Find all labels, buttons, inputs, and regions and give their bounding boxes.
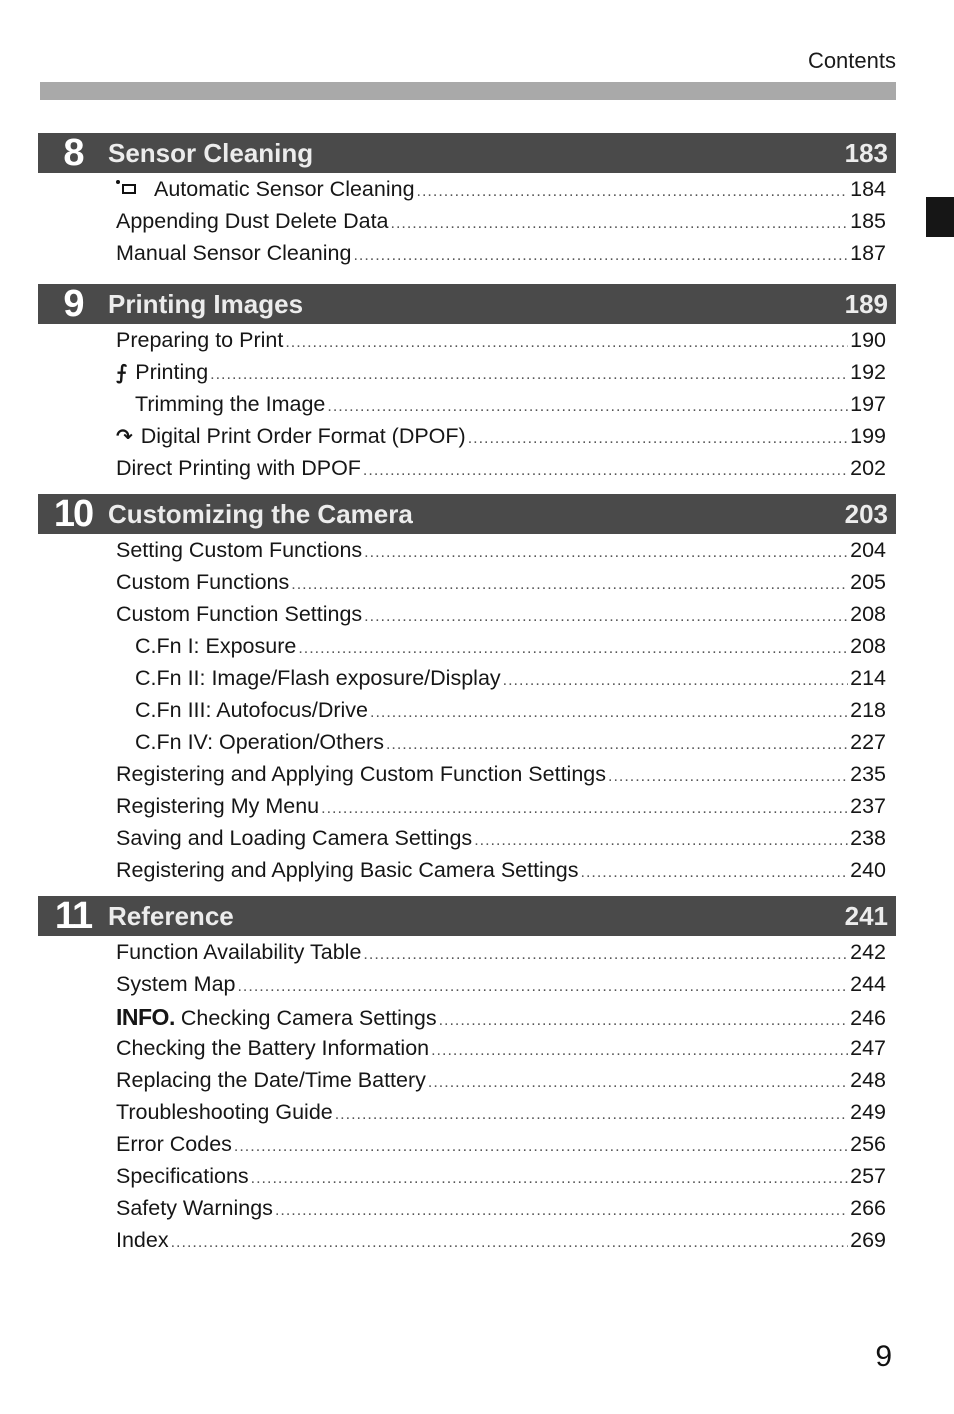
chapter-title: Sensor Cleaning [108, 137, 314, 168]
entry-title: Checking the Battery Information [116, 1036, 430, 1060]
toc-entry[interactable] [38, 328, 896, 360]
entry-page: 235 [850, 762, 886, 786]
entry-title: Registering and Applying Basic Camera Settings [116, 858, 579, 882]
entry-title: Safety Warnings [116, 1196, 273, 1220]
entry-title: Trimming the Image [135, 392, 326, 416]
pictbridge-icon: ⨍ [116, 362, 128, 384]
entry-title: C.Fn I: Exposure [135, 634, 297, 658]
toc-entry[interactable] [38, 456, 896, 488]
entry-page: 192 [850, 360, 886, 384]
entry-title: Custom Functions [116, 570, 290, 594]
toc-entry[interactable] [38, 1036, 896, 1068]
entry-page: 187 [850, 241, 886, 265]
chapter-number: 10 [53, 492, 93, 535]
dot-leader [468, 430, 848, 448]
toc-entry[interactable] [38, 666, 896, 698]
toc-entry[interactable] [38, 538, 896, 570]
sensor-cleaning-icon [116, 180, 142, 196]
dot-leader [251, 1170, 848, 1188]
entry-page: 237 [850, 794, 886, 818]
dpof-icon: ↷ [116, 426, 133, 448]
dot-leader [386, 736, 848, 754]
running-header: Contents [807, 48, 896, 73]
chapter-page: 183 [844, 137, 888, 168]
dot-leader [431, 1042, 848, 1060]
chapter-title: Printing Images [108, 288, 304, 319]
dot-leader [581, 864, 849, 882]
toc-entry[interactable] [38, 1228, 896, 1260]
dot-leader [321, 800, 848, 818]
dot-leader [608, 768, 848, 786]
entry-page: 256 [850, 1132, 886, 1156]
entry-page: 205 [850, 570, 886, 594]
entry-page: 257 [850, 1164, 886, 1188]
chapter-page: 189 [844, 288, 888, 319]
dot-leader [364, 544, 848, 562]
toc-entry[interactable] [38, 1004, 896, 1036]
dot-leader [171, 1234, 849, 1252]
toc-entry[interactable] [38, 602, 896, 634]
entry-title: C.Fn II: Image/Flash exposure/Display [135, 666, 501, 690]
toc-entry[interactable] [38, 241, 896, 273]
entry-title: Custom Function Settings [116, 602, 363, 626]
entry-page: 242 [850, 940, 886, 964]
chapter-9 [38, 284, 896, 488]
toc-entry[interactable] [38, 698, 896, 730]
entry-title: Direct Printing with DPOF [116, 456, 361, 480]
entry-title: Troubleshooting Guide [116, 1100, 333, 1124]
dot-leader [428, 1074, 848, 1092]
entry-title: Preparing to Print [116, 328, 284, 352]
toc-entry[interactable] [38, 762, 896, 794]
chapter-number: 11 [54, 894, 92, 937]
entry-title: Saving and Loading Camera Settings [116, 826, 473, 850]
entry-page: 244 [850, 972, 886, 996]
chapter-page: 203 [844, 498, 888, 529]
dot-leader [234, 1138, 848, 1156]
entry-title: C.Fn III: Autofocus/Drive [135, 698, 369, 722]
toc-entry[interactable] [38, 730, 896, 762]
toc-entry[interactable] [38, 940, 896, 972]
entry-title: System Map [116, 972, 236, 996]
entry-page: 218 [850, 698, 886, 722]
entry-title: Registering My Menu [116, 794, 320, 818]
chapter-number: 8 [63, 131, 83, 174]
dot-leader [298, 640, 848, 658]
thumb-index-tab [926, 197, 954, 237]
chapter-11 [38, 896, 896, 1260]
entry-title: Index [116, 1228, 169, 1252]
entry-page: 266 [850, 1196, 886, 1220]
entry-page: 238 [850, 826, 886, 850]
entry-page: 204 [850, 538, 886, 562]
entry-page: 208 [850, 634, 886, 658]
toc-entry[interactable] [38, 1164, 896, 1196]
entry-title: Appending Dust Delete Data [116, 209, 389, 233]
dot-leader [417, 183, 849, 201]
entry-page: 248 [850, 1068, 886, 1092]
entry-page: 247 [850, 1036, 886, 1060]
chapter-heading[interactable] [38, 284, 896, 324]
dot-leader [210, 366, 848, 384]
dot-leader [503, 672, 848, 690]
entry-page: 227 [850, 730, 886, 754]
entry-page: 197 [850, 392, 886, 416]
toc-entry[interactable] [38, 858, 896, 890]
entry-page: 208 [850, 602, 886, 626]
chapter-heading[interactable] [38, 896, 896, 936]
entry-page: 246 [850, 1006, 886, 1030]
dot-leader [353, 247, 848, 265]
dot-leader [335, 1106, 848, 1124]
dot-leader [363, 946, 848, 964]
dot-leader [391, 215, 849, 233]
toc-entry[interactable] [38, 826, 896, 858]
toc-entry[interactable] [38, 1100, 896, 1132]
info-button-label: INFO. [116, 1004, 175, 1030]
dot-leader [363, 462, 848, 480]
entry-title: Replacing the Date/Time Battery [116, 1068, 426, 1092]
entry-page: 240 [850, 858, 886, 882]
entry-page: 269 [850, 1228, 886, 1252]
entry-title: Digital Print Order Format (DPOF) [140, 424, 466, 448]
dot-leader [474, 832, 848, 850]
entry-title: Manual Sensor Cleaning [116, 241, 352, 265]
toc-entry[interactable] [38, 1196, 896, 1228]
chapter-page: 241 [844, 900, 888, 931]
entry-title: Error Codes [116, 1132, 232, 1156]
chapter-heading[interactable] [38, 133, 896, 173]
entry-page: 199 [850, 424, 886, 448]
dot-leader [364, 608, 848, 626]
entry-title: Registering and Applying Custom Function Settings [116, 762, 606, 786]
toc-entry[interactable] [38, 1132, 896, 1164]
chapter-8 [38, 133, 896, 273]
dot-leader [327, 398, 848, 416]
entry-page: 202 [850, 456, 886, 480]
toc-entry[interactable] [38, 794, 896, 826]
toc-entry[interactable] [38, 1068, 896, 1100]
entry-title: C.Fn IV: Operation/Others [135, 730, 384, 754]
chapter-heading[interactable] [38, 494, 896, 534]
entry-page: 190 [850, 328, 886, 352]
toc-entry[interactable] [38, 360, 896, 392]
header-rule [40, 82, 896, 100]
toc-entry[interactable] [38, 209, 896, 241]
entry-title: Checking Camera Settings [180, 1006, 437, 1030]
entry-title: Automatic Sensor Cleaning [154, 177, 415, 201]
dot-leader [291, 576, 848, 594]
chapter-number: 9 [63, 282, 83, 325]
page-number: 9 [875, 1340, 892, 1373]
entry-page: 185 [850, 209, 886, 233]
toc-entry[interactable] [38, 634, 896, 666]
dot-leader [275, 1202, 848, 1220]
chapter-title: Reference [108, 900, 234, 931]
entry-title: Setting Custom Functions [116, 538, 363, 562]
entry-title: Function Availability Table [116, 940, 362, 964]
entry-page: 184 [850, 177, 886, 201]
toc-entry[interactable] [38, 972, 896, 1004]
entry-title: Specifications [116, 1164, 249, 1188]
entry-page: 249 [850, 1100, 886, 1124]
dot-leader [285, 334, 848, 352]
dot-leader [370, 704, 848, 722]
dot-leader [439, 1012, 849, 1030]
entry-title: Printing [135, 360, 209, 384]
toc-entry[interactable] [38, 424, 896, 456]
toc-entry[interactable] [38, 392, 896, 424]
toc-entry[interactable] [38, 177, 896, 209]
dot-leader [237, 978, 848, 996]
chapter-10 [38, 494, 896, 890]
entry-page: 214 [850, 666, 886, 690]
toc-entry[interactable] [38, 570, 896, 602]
chapter-title: Customizing the Camera [108, 498, 413, 529]
